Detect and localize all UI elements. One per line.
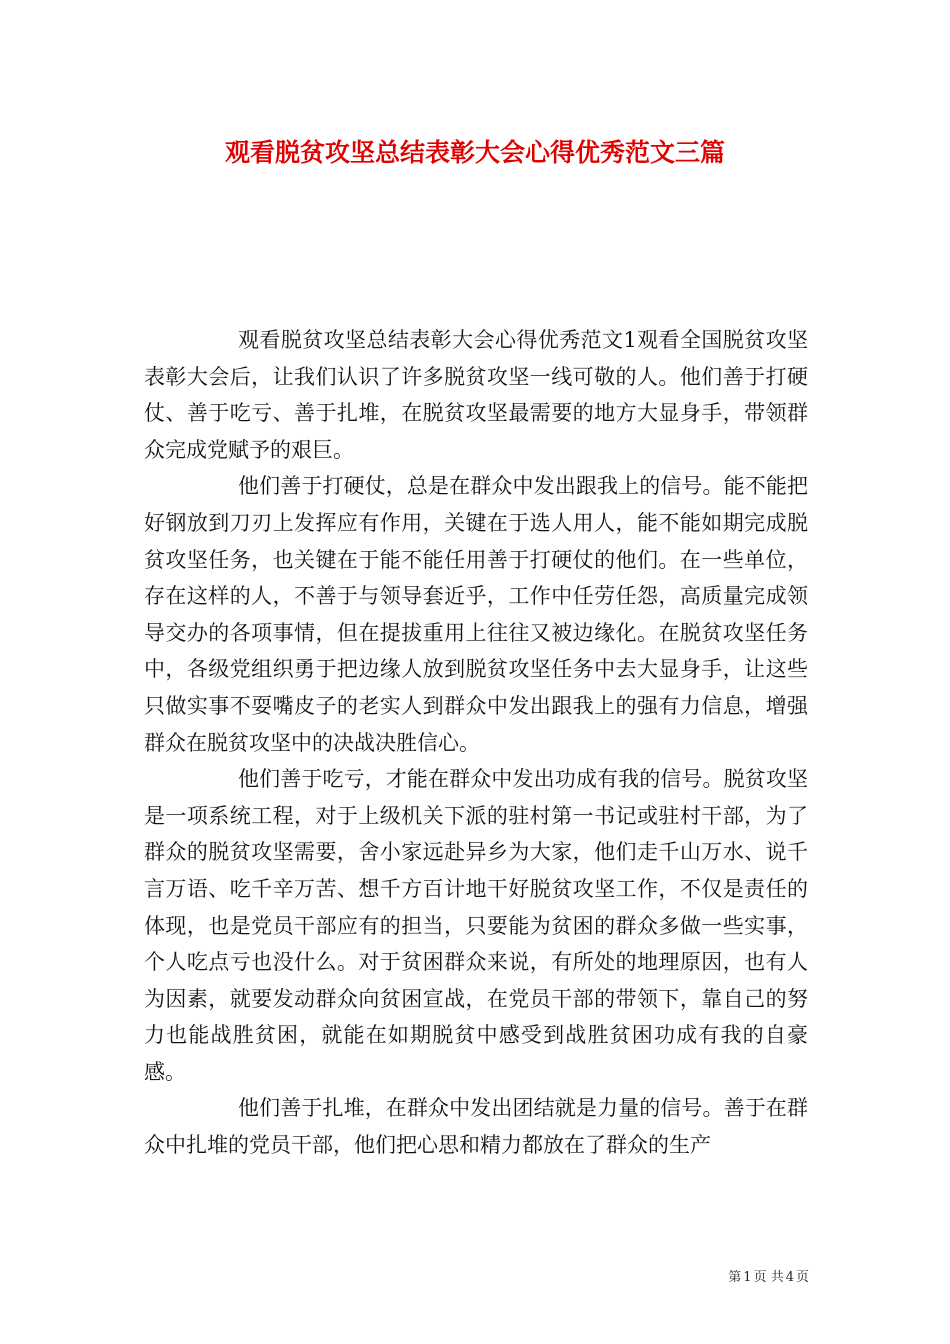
paragraph-3: 他们善于吃亏，才能在群众中发出功成有我的信号。脱贫攻坚是一项系统工程，对于上级机关下派的驻村第一书记或驻村干部，为了群众的脱贫攻坚需要，舍小家远赴异乡为大家，他们走千山万水、说千言万语、吃千辛万苦、想千方百计地干好脱贫攻坚工作，不仅是责任的体现，也是党员干部应有的担当，只要能为贫困的群众多做一些实事，个人吃点亏也没什么。对于贫困群众来说，有所处的地理原因，也有人为因素，就要发动群众向贫困宣战，在党员干部的带领下，靠自己的努力也能战胜贫困，就能在如期脱贫中感受到战胜贫困功成有我的自豪感。 [144,767,808,1084]
paragraph-1: 观看脱贫攻坚总结表彰大会心得优秀范文1观看全国脱贫攻坚表彰大会后，让我们认识了许多脱贫攻坚一线可敬的人。他们善于打硬仗、善于吃亏、善于扎堆，在脱贫攻坚最需要的地方大显身手，带领群众完成党赋予的艰巨。 [144,328,808,462]
footer-prefix: 第 [728,1270,742,1285]
document-body [144,322,808,1164]
paragraph-4: 他们善于扎堆，在群众中发出团结就是力量的信号。善于在群众中扎堆的党员干部，他们把心思和精力都放在了群众的生产 [144,1096,808,1158]
footer-middle: 页 共 [753,1270,784,1285]
page-footer [727,1266,810,1285]
footer-current-page: 1 [743,1270,752,1285]
paragraph-2: 他们善于打硬仗，总是在群众中发出跟我上的信号。能不能把好钢放到刀刃上发挥应有作用，关键在于选人用人，能不能如期完成脱贫攻坚任务，也关键在于能不能任用善于打硬仗的他们。在一些单位，存在这样的人，不善于与领导套近乎，工作中任劳任怨，高质量完成领导交办的各项事情，但在提拔重用上往往又被边缘化。在脱贫攻坚任务中，各级党组织勇于把边缘人放到脱贫攻坚任务中去大显身手，让这些只做实事不耍嘴皮子的老实人到群众中发出跟我上的强有力信息，增强群众在脱贫攻坚中的决战决胜信心。 [144,474,808,755]
footer-suffix: 页 [795,1270,809,1285]
footer-total-pages: 4 [785,1270,794,1285]
document-title: 观看脱贫攻坚总结表彰大会心得优秀范文三篇 [224,138,725,167]
